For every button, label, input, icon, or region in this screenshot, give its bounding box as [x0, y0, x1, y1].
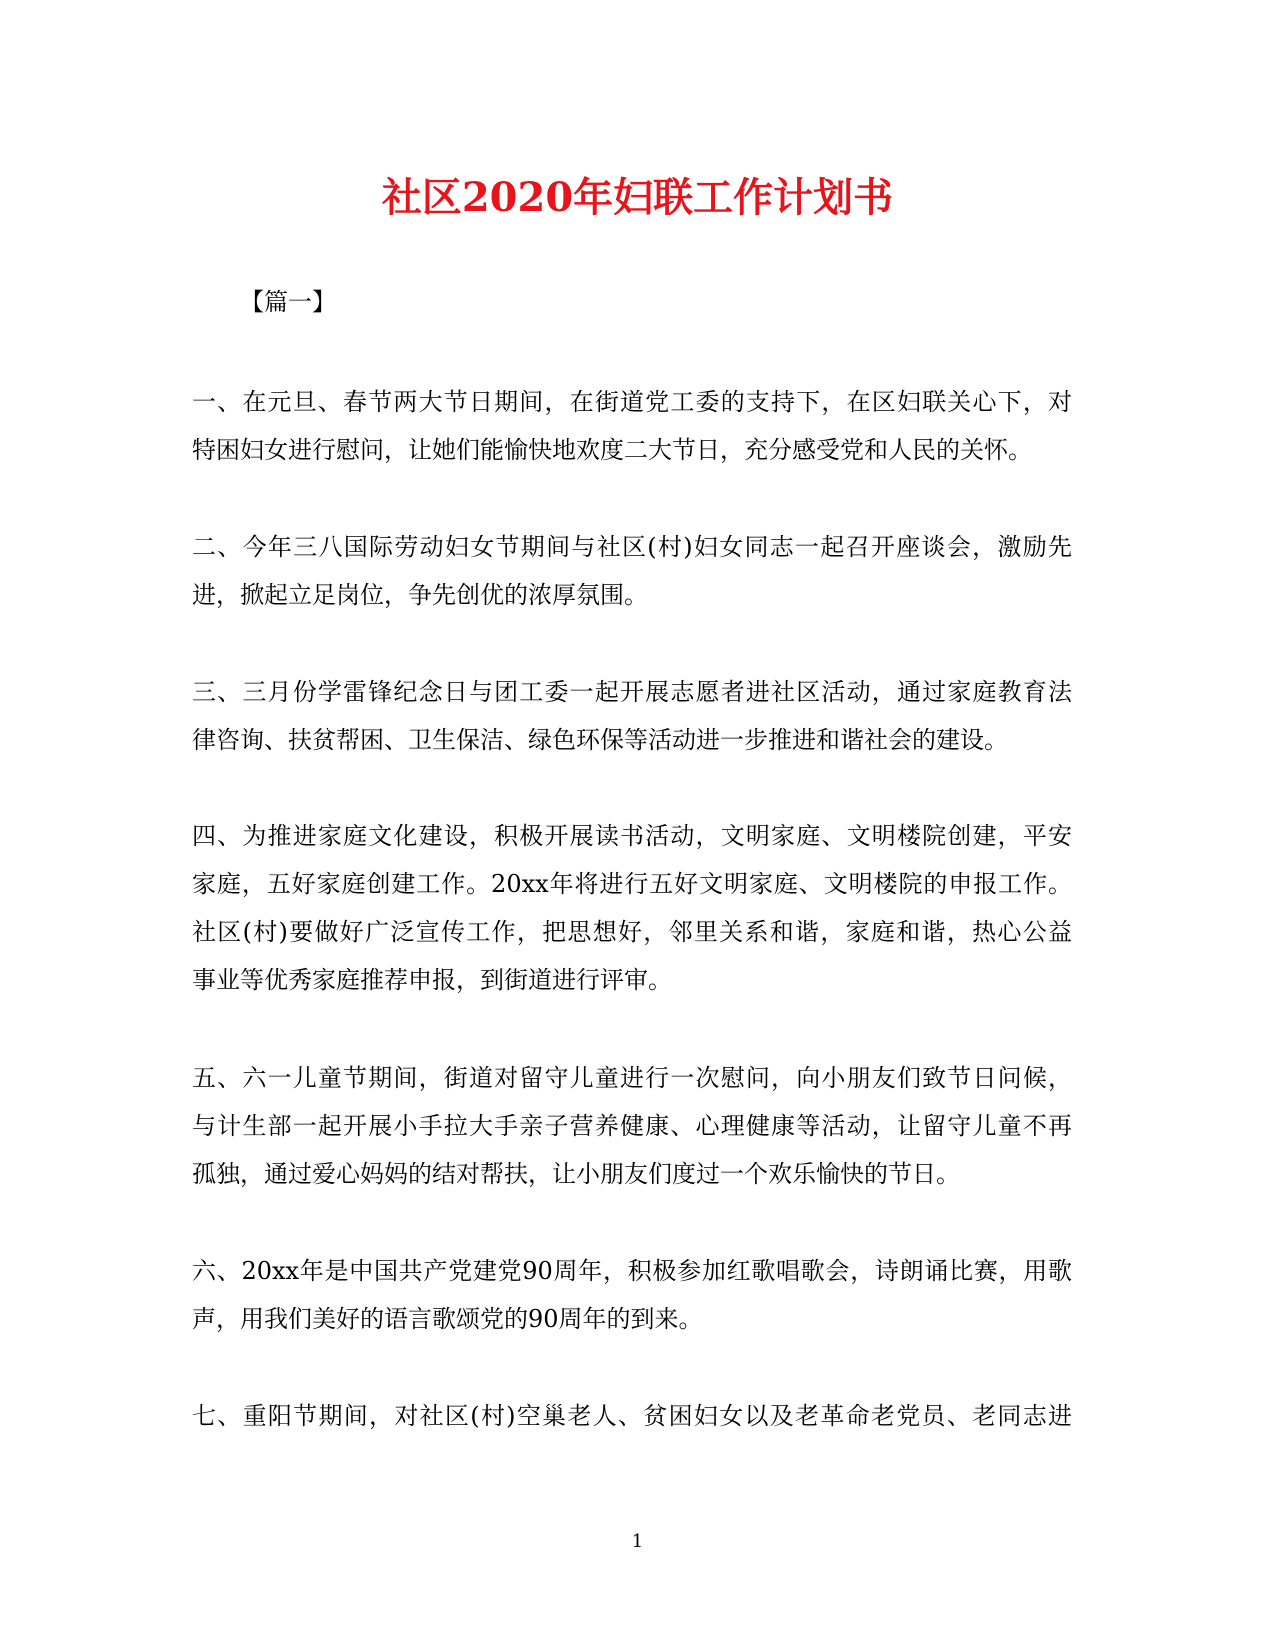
page-number: 1	[631, 1531, 644, 1552]
paragraph-line: 孤独，通过爱心妈妈的结对帮扶，让小朋友们度过一个欢乐愉快的节日。	[192, 1160, 960, 1188]
paragraph-line: 二、今年三八国际劳动妇女节期间与社区(村)妇女同志一起召开座谈会，激励先	[192, 533, 1072, 561]
paragraph-line: 特困妇女进行慰问，让她们能愉快地欢度二大节日，充分感受党和人民的关怀。	[192, 436, 1032, 464]
paragraph-line: 五、六一儿童节期间，街道对留守儿童进行一次慰问，向小朋友们致节日问候，	[192, 1064, 1072, 1092]
paragraph-line: 社区(村)要做好广泛宣传工作，把思想好，邻里关系和谐，家庭和谐，热心公益	[192, 918, 1072, 946]
paragraph-line: 声，用我们美好的语言歌颂党的90周年的到来。	[192, 1305, 703, 1333]
paragraph-line: 与计生部一起开展小手拉大手亲子营养健康、心理健康等活动，让留守儿童不再	[192, 1112, 1072, 1140]
section-label: 【篇一】	[240, 288, 336, 316]
paragraph-line: 七、重阳节期间，对社区(村)空巢老人、贫困妇女以及老革命老党员、老同志进	[192, 1402, 1072, 1430]
document-title: 社区2020年妇联工作计划书	[381, 174, 894, 221]
paragraph-line: 事业等优秀家庭推荐申报，到街道进行评审。	[192, 966, 672, 994]
paragraph-1	[192, 378, 1072, 474]
paragraph-line: 家庭，五好家庭创建工作。20xx年将进行五好文明家庭、文明楼院的申报工作。	[192, 870, 1072, 898]
paragraph-5	[192, 1054, 1072, 1198]
paragraph-6	[192, 1247, 1072, 1343]
paragraph-line: 进，掀起立足岗位，争先创优的浓厚氛围。	[192, 581, 648, 609]
paragraph-line: 三、三月份学雷锋纪念日与团工委一起开展志愿者进社区活动，通过家庭教育法	[192, 678, 1072, 706]
paragraph-4	[192, 812, 1072, 1004]
paragraph-line: 一、在元旦、春节两大节日期间，在街道党工委的支持下，在区妇联关心下，对	[192, 388, 1072, 416]
paragraph-7	[192, 1392, 1072, 1440]
paragraph-line: 四、为推进家庭文化建设，积极开展读书活动，文明家庭、文明楼院创建，平安	[192, 822, 1072, 850]
paragraph-line: 律咨询、扶贫帮困、卫生保洁、绿色环保等活动进一步推进和谐社会的建设。	[192, 726, 1008, 754]
paragraph-line: 六、20xx年是中国共产党建党90周年，积极参加红歌唱歌会，诗朗诵比赛，用歌	[192, 1257, 1072, 1285]
paragraph-3	[192, 668, 1072, 764]
paragraph-2	[192, 523, 1072, 619]
